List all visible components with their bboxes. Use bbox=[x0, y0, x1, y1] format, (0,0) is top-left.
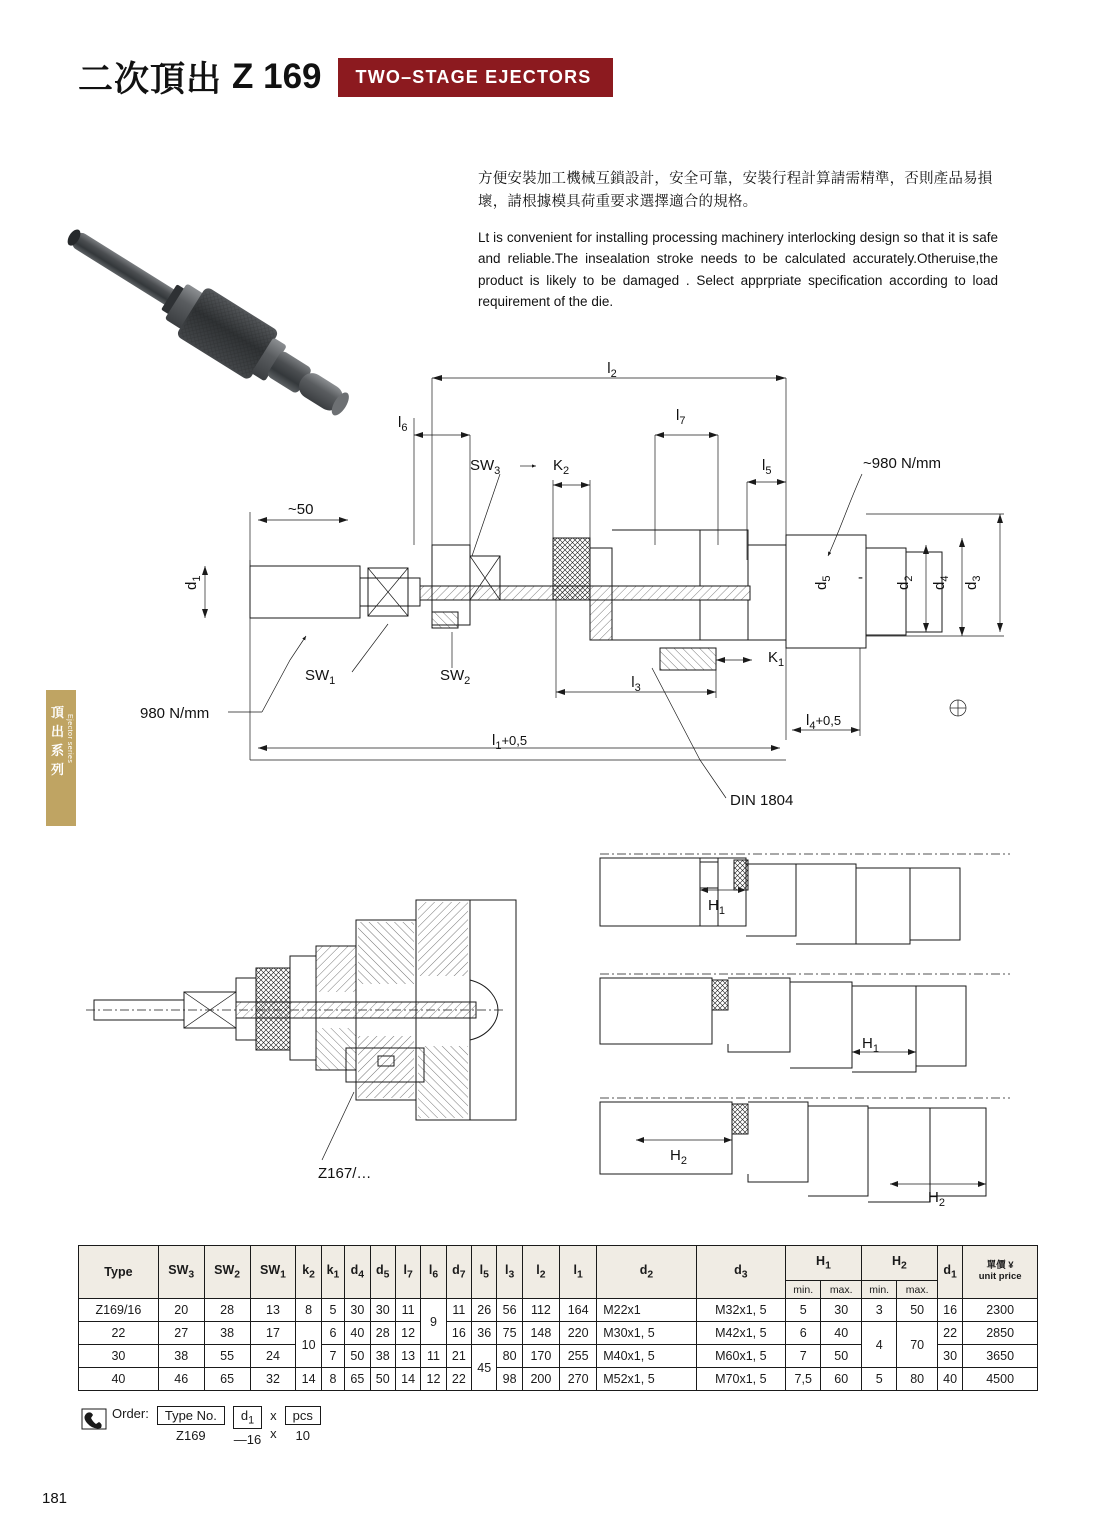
cell-h2min: 5 bbox=[861, 1368, 896, 1391]
th-price-en: unit price bbox=[978, 1271, 1022, 1282]
cell-h1min: 7,5 bbox=[785, 1368, 820, 1391]
cell-h1max: 30 bbox=[821, 1299, 861, 1322]
cell-sw2: 38 bbox=[204, 1322, 250, 1345]
cell-d4: 40 bbox=[345, 1322, 370, 1345]
side-tab-label-cn: 頂出系列 bbox=[51, 705, 66, 777]
cell-price: 4500 bbox=[963, 1368, 1038, 1391]
header-code: Z 169 bbox=[232, 57, 322, 96]
cell-k1: 6 bbox=[321, 1322, 344, 1345]
svg-text:l4+0,5: $l_4+0,5$ bbox=[806, 712, 842, 732]
th-h2-max: max. bbox=[897, 1281, 937, 1299]
cell-d1: 30 bbox=[937, 1345, 962, 1368]
th-h1-min: min. bbox=[785, 1281, 820, 1299]
table-row bbox=[79, 1368, 1038, 1391]
cell-d7: 16 bbox=[446, 1322, 471, 1345]
cell-l7: 11 bbox=[395, 1299, 420, 1322]
cell-d2: M22x1 bbox=[597, 1299, 696, 1322]
cell-d5: 38 bbox=[370, 1345, 395, 1368]
cell-l2: 148 bbox=[522, 1322, 559, 1345]
th-d7: $d_7$ bbox=[446, 1246, 471, 1299]
cell-price: 2850 bbox=[963, 1322, 1038, 1345]
svg-text:l3: $l_3$ bbox=[631, 674, 641, 694]
cell-d1: 40 bbox=[937, 1368, 962, 1391]
cell-l6: 12 bbox=[421, 1368, 446, 1391]
spec-table bbox=[78, 1245, 1038, 1391]
svg-text:Z167/…: Z167/… bbox=[318, 1165, 372, 1182]
cell-l6: 9 bbox=[421, 1299, 446, 1345]
table-row bbox=[79, 1322, 1038, 1345]
svg-text:d4: $d_4$ bbox=[931, 575, 951, 590]
th-d4: $d_4$ bbox=[345, 1246, 370, 1299]
th-d5: $d_5$ bbox=[370, 1246, 395, 1299]
spec-table-wrapper bbox=[78, 1245, 1038, 1391]
cell-d5: 30 bbox=[370, 1299, 395, 1322]
svg-text:l5: $l_5$ bbox=[762, 457, 772, 477]
cell-h1min: 7 bbox=[785, 1345, 820, 1368]
svg-text:K1: $K_1$ bbox=[768, 649, 785, 669]
cell-k1: 7 bbox=[321, 1345, 344, 1368]
svg-text:l6: $l_6$ bbox=[398, 414, 408, 434]
cell-d4: 30 bbox=[345, 1299, 370, 1322]
svg-text:d1: $d_1$ bbox=[183, 575, 203, 590]
cell-d2: M52x1, 5 bbox=[597, 1368, 696, 1391]
svg-text:DIN 1804: DIN 1804 bbox=[730, 792, 794, 809]
cell-l3: 56 bbox=[497, 1299, 522, 1322]
header-title-en: TWO–STAGE EJECTORS bbox=[338, 58, 614, 97]
order-d1-box[interactable]: $d_1$ bbox=[233, 1406, 262, 1429]
cell-h1min: 5 bbox=[785, 1299, 820, 1322]
svg-text:-: - bbox=[858, 569, 863, 586]
cell-h2max: 50 bbox=[897, 1299, 937, 1322]
order-type-no-box[interactable]: Type No. bbox=[157, 1406, 225, 1425]
intro-text-en: Lt is convenient for installing processing machinery interlocking design so that it is safe and reliable.The insealation stroke needs to be calculated accurately.Otheruise,the product is likely to be damaged . Select apprpriate specification according to load requirement of the die. bbox=[478, 229, 998, 309]
cell-sw1: 32 bbox=[250, 1368, 296, 1391]
cell-l1: 255 bbox=[560, 1345, 597, 1368]
cell-sw1: 13 bbox=[250, 1299, 296, 1322]
th-price bbox=[963, 1246, 1038, 1299]
svg-text:K2: $K_2$ bbox=[553, 457, 570, 477]
cell-h1max: 50 bbox=[821, 1345, 861, 1368]
cell-sw2: 65 bbox=[204, 1368, 250, 1391]
th-sw1: $SW_1$ bbox=[250, 1246, 296, 1299]
th-d2: $d_2$ bbox=[597, 1246, 696, 1299]
cell-l7: 12 bbox=[395, 1322, 420, 1345]
order-pcs-box[interactable]: pcs bbox=[285, 1406, 321, 1425]
th-h1-max: max. bbox=[821, 1281, 861, 1299]
svg-text:SW2: $SW_2$ bbox=[440, 667, 471, 687]
cell-price: 2300 bbox=[963, 1299, 1038, 1322]
cell-sw1: 17 bbox=[250, 1322, 296, 1345]
svg-text:SW3: $SW_3$ bbox=[470, 457, 501, 477]
cell-sw2: 55 bbox=[204, 1345, 250, 1368]
side-tab bbox=[46, 690, 76, 826]
cell-d5: 28 bbox=[370, 1322, 395, 1345]
cell-d4: 65 bbox=[345, 1368, 370, 1391]
page-number: 181 bbox=[42, 1490, 68, 1507]
th-l7: $l_7$ bbox=[395, 1246, 420, 1299]
cell-l2: 112 bbox=[522, 1299, 559, 1322]
cell-d7: 21 bbox=[446, 1345, 471, 1368]
cell-sw3: 20 bbox=[158, 1299, 204, 1322]
svg-text:l1+0,5: $l_1+0,5$ bbox=[492, 732, 528, 752]
order-example-pcs: 10 bbox=[295, 1428, 310, 1443]
cell-h1min: 6 bbox=[785, 1322, 820, 1345]
cell-d2: M30x1, 5 bbox=[597, 1322, 696, 1345]
cell-h2min: 3 bbox=[861, 1299, 896, 1322]
cell-l3: 80 bbox=[497, 1345, 522, 1368]
cell-k2: 14 bbox=[296, 1368, 321, 1391]
cell-sw3: 27 bbox=[158, 1322, 204, 1345]
cell-h2max: 70 bbox=[897, 1322, 937, 1368]
cell-d1: 22 bbox=[937, 1322, 962, 1345]
cell-l1: 164 bbox=[560, 1299, 597, 1322]
cell-d7: 22 bbox=[446, 1368, 471, 1391]
order-example-type: Z169 bbox=[176, 1428, 206, 1443]
svg-text:l2: $l_2$ bbox=[607, 360, 617, 380]
order-example-d1: —16 bbox=[233, 1431, 262, 1447]
cell-d5: 50 bbox=[370, 1368, 395, 1391]
table-row bbox=[79, 1299, 1038, 1322]
cell-k1: 8 bbox=[321, 1368, 344, 1391]
th-h2: $H_2$ bbox=[861, 1246, 937, 1281]
cell-sw3: 46 bbox=[158, 1368, 204, 1391]
th-k1: $k_1$ bbox=[321, 1246, 344, 1299]
svg-text:980 N/mm: 980 N/mm bbox=[140, 705, 210, 722]
cell-l1: 220 bbox=[560, 1322, 597, 1345]
intro-text-cn: 方便安裝加工機械互鎖設計，安全可靠，安裝行程計算請需精準，否則產品易損壞，請根據模具荷重要求選擇適合的規格。 bbox=[478, 171, 993, 211]
svg-text:H2: $H_2$ bbox=[928, 1189, 945, 1209]
cell-d3: M42x1, 5 bbox=[696, 1322, 785, 1345]
th-type: Type bbox=[79, 1246, 159, 1299]
cell-l7: 13 bbox=[395, 1345, 420, 1368]
cell-l7: 14 bbox=[395, 1368, 420, 1391]
cell-type: 22 bbox=[79, 1322, 159, 1345]
cell-sw2: 28 bbox=[204, 1299, 250, 1322]
svg-text:H1: $H_1$ bbox=[862, 1035, 879, 1055]
cell-h2max: 80 bbox=[897, 1368, 937, 1391]
cell-l2: 170 bbox=[522, 1345, 559, 1368]
cell-h1max: 60 bbox=[821, 1368, 861, 1391]
svg-text:H1: $H_1$ bbox=[708, 897, 725, 917]
cell-sw1: 24 bbox=[250, 1345, 296, 1368]
cell-k2: 10 bbox=[296, 1322, 321, 1368]
cell-d4: 50 bbox=[345, 1345, 370, 1368]
th-k2: $k_2$ bbox=[296, 1246, 321, 1299]
cell-sw3: 38 bbox=[158, 1345, 204, 1368]
th-d1: $d_1$ bbox=[937, 1246, 962, 1299]
svg-text:d2: $d_2$ bbox=[895, 575, 915, 590]
th-h1: $H_1$ bbox=[785, 1246, 861, 1281]
order-x2: x bbox=[270, 1426, 277, 1441]
svg-text:d5: $d_5$ bbox=[813, 575, 833, 590]
header-title-cn: 二次頂出 bbox=[78, 60, 223, 99]
th-sw3: $SW_3$ bbox=[158, 1246, 204, 1299]
cell-l5: 36 bbox=[472, 1322, 497, 1345]
intro-block bbox=[478, 168, 998, 312]
cell-l2: 200 bbox=[522, 1368, 559, 1391]
cell-l3: 98 bbox=[497, 1368, 522, 1391]
th-h2-min: min. bbox=[861, 1281, 896, 1299]
cell-d3: M32x1, 5 bbox=[696, 1299, 785, 1322]
cell-type: 30 bbox=[79, 1345, 159, 1368]
cell-d3: M60x1, 5 bbox=[696, 1345, 785, 1368]
th-l2: $l_2$ bbox=[522, 1246, 559, 1299]
cell-h2min: 4 bbox=[861, 1322, 896, 1368]
th-sw2: $SW_2$ bbox=[204, 1246, 250, 1299]
svg-text:SW1: $SW_1$ bbox=[305, 667, 336, 687]
th-l1: $l_1$ bbox=[560, 1246, 597, 1299]
cell-l6: 11 bbox=[421, 1345, 446, 1368]
order-label: Order: bbox=[112, 1406, 149, 1421]
cell-d1: 16 bbox=[937, 1299, 962, 1322]
svg-text:l7: $l_7$ bbox=[676, 407, 686, 427]
th-d3: $d_3$ bbox=[696, 1246, 785, 1299]
th-l6: $l_6$ bbox=[421, 1246, 446, 1299]
spec-table-body bbox=[79, 1299, 1038, 1391]
cell-k1: 5 bbox=[321, 1299, 344, 1322]
cell-d7: 11 bbox=[446, 1299, 471, 1322]
svg-text:d3: $d_3$ bbox=[963, 575, 983, 590]
cell-d2: M40x1, 5 bbox=[597, 1345, 696, 1368]
cell-price: 3650 bbox=[963, 1345, 1038, 1368]
svg-text:H2: $H_2$ bbox=[670, 1147, 687, 1167]
th-l5: $l_5$ bbox=[472, 1246, 497, 1299]
cell-type: 40 bbox=[79, 1368, 159, 1391]
page-header bbox=[78, 52, 613, 102]
side-tab-label-en: Ejector series bbox=[66, 714, 73, 764]
cell-l3: 75 bbox=[497, 1322, 522, 1345]
cell-d3: M70x1, 5 bbox=[696, 1368, 785, 1391]
cell-l5: 26 bbox=[472, 1299, 497, 1322]
order-x1: x bbox=[270, 1408, 277, 1423]
cell-h1max: 40 bbox=[821, 1322, 861, 1345]
cell-l1: 270 bbox=[560, 1368, 597, 1391]
th-l3: $l_3$ bbox=[497, 1246, 522, 1299]
svg-text:~50: ~50 bbox=[288, 501, 314, 518]
cell-type: Z169/16 bbox=[79, 1299, 159, 1322]
svg-text:~980 N/mm: ~980 N/mm bbox=[863, 455, 941, 472]
cell-k2: 8 bbox=[296, 1299, 321, 1322]
order-line bbox=[78, 1406, 321, 1447]
cell-l5: 45 bbox=[472, 1345, 497, 1391]
th-price-cn: 單價 ¥ bbox=[986, 1260, 1014, 1272]
